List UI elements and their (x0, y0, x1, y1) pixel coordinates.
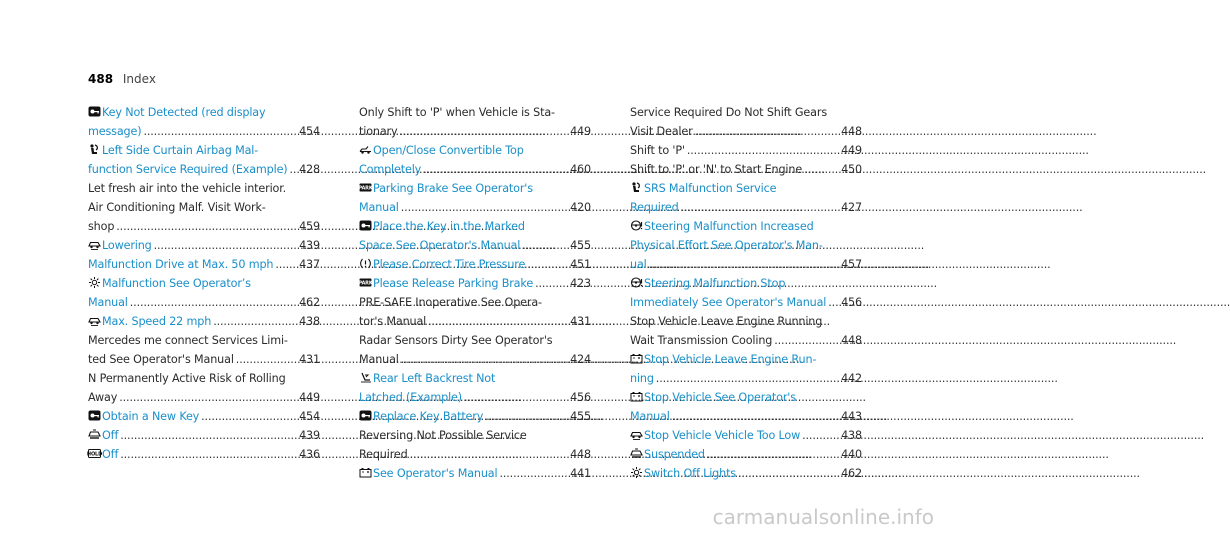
entry-label: Parking Brake See Operator's (373, 182, 533, 195)
index-entry (630, 350, 862, 369)
index-entry (88, 426, 320, 445)
watermark: carmanualsonline.info (712, 505, 934, 529)
index-entry-text (630, 217, 814, 236)
entry-label: N Permanently Active Risk of Rolling (88, 372, 286, 385)
index-entry (88, 331, 320, 350)
index-entry-text (359, 103, 555, 122)
page-reference: 454 (299, 410, 320, 423)
page-reference: 449 (299, 391, 320, 404)
index-entry-text (359, 369, 495, 388)
index-entry (359, 388, 591, 407)
index-entry-text (630, 350, 816, 369)
hold-car-icon (630, 448, 643, 459)
section-title: Index (122, 72, 156, 86)
index-entry-text (359, 407, 483, 426)
entry-label: Required (630, 201, 679, 214)
index-entry (359, 255, 591, 274)
index-entry-text (630, 274, 785, 293)
index-entry-text (359, 141, 524, 160)
dot-leader (804, 160, 839, 179)
index-entry-text (359, 255, 525, 274)
light-icon (88, 277, 101, 288)
index-entry-text (630, 369, 654, 388)
page-reference: 460 (570, 163, 591, 176)
index-entry-text (359, 198, 399, 217)
entry-label: message) (88, 125, 142, 138)
page-reference: 442 (841, 372, 862, 385)
dot-leader (649, 255, 839, 274)
steering-icon (630, 277, 643, 288)
index-entry-text (359, 331, 552, 350)
key-icon (88, 106, 101, 117)
dot-leader (672, 407, 839, 426)
dot-leader (116, 217, 297, 236)
entry-label: Open/Close Convertible Top (373, 144, 524, 157)
index-entry (359, 122, 591, 141)
index-entry-text (88, 350, 234, 369)
index-entry-text (88, 331, 288, 350)
entry-label: Stop Vehicle Leave Engine Running (630, 315, 823, 328)
steering-icon (630, 220, 643, 231)
index-entry-text (88, 179, 286, 198)
dot-leader (499, 464, 568, 483)
battery-icon (630, 391, 643, 402)
index-column-2 (359, 103, 591, 483)
page-reference: 424 (570, 353, 591, 366)
car-lift-icon (88, 315, 101, 326)
index-entry-text (88, 198, 266, 217)
index-entry (88, 255, 320, 274)
dot-leader (695, 122, 840, 141)
entry-label: SRS Malfunction Service (644, 182, 777, 195)
index-entry-text (630, 331, 772, 350)
index-entry-text (359, 350, 399, 369)
index-entry (359, 198, 591, 217)
index-entry-text (359, 274, 533, 293)
dot-leader (143, 122, 297, 141)
key-icon (359, 410, 372, 421)
index-entry (630, 331, 862, 350)
entry-label: Immediately See Operator's Manual (630, 296, 827, 309)
index-entry (88, 103, 320, 122)
entry-label: Shift to 'P' or 'N' to Start Engine (630, 163, 803, 176)
backrest-icon (359, 372, 372, 383)
entry-label: Manual (88, 296, 128, 309)
entry-label: Completely (359, 163, 422, 176)
page-reference: 438 (299, 315, 320, 328)
page-reference: 448 (570, 448, 591, 461)
entry-label: Obtain a New Key (102, 410, 200, 423)
index-entry-text (630, 236, 823, 255)
dot-leader (681, 198, 840, 217)
dot-leader (802, 426, 839, 445)
car-lift-icon (88, 239, 101, 250)
dot-leader (213, 312, 297, 331)
entry-label: Left Side Curtain Airbag Mal- (102, 144, 259, 157)
index-entry-text (359, 388, 462, 407)
index-entry-text (630, 122, 693, 141)
index-entry (359, 350, 591, 369)
key-icon (359, 220, 372, 231)
index-entry (88, 312, 320, 331)
index-entry-text (359, 179, 533, 198)
index-entry (88, 141, 320, 160)
index-entry (630, 179, 862, 198)
dot-leader (423, 160, 568, 179)
hold-car-icon (88, 429, 101, 440)
index-entry (630, 312, 862, 331)
entry-label: tionary (359, 125, 398, 138)
entry-label: ual (630, 258, 647, 271)
dot-leader (236, 350, 297, 369)
entry-label: Mercedes me connect Services Limi- (88, 334, 288, 347)
index-column-3 (630, 103, 862, 483)
index-entry (88, 122, 320, 141)
index-entry (88, 350, 320, 369)
page-reference: 428 (299, 163, 320, 176)
dot-leader (828, 293, 839, 312)
entry-label: tor's Manual (359, 315, 427, 328)
key-icon (88, 410, 101, 421)
index-entry (630, 369, 862, 388)
index-entry-text (630, 103, 827, 122)
dot-leader (410, 445, 569, 464)
entry-label: PRE-SAFE Inoperative See Opera- (359, 296, 542, 309)
index-entry-text (88, 312, 211, 331)
index-entry-text (630, 426, 800, 445)
index-entry-text (88, 293, 128, 312)
dot-leader (201, 407, 297, 426)
airbag-icon (630, 182, 643, 193)
park-icon (359, 182, 372, 193)
index-entry (88, 217, 320, 236)
page-reference: 420 (570, 201, 591, 214)
entry-label: Max. Speed 22 mph (102, 315, 212, 328)
index-entry (88, 407, 320, 426)
index-entry (359, 331, 591, 350)
index-entry (359, 369, 591, 388)
index-entry-text (88, 122, 141, 141)
index-entry (630, 426, 862, 445)
index-entry-text (630, 293, 826, 312)
index-entry (630, 388, 862, 407)
index-entry (88, 160, 320, 179)
index-entry-text (359, 312, 426, 331)
page-reference: 438 (841, 429, 862, 442)
page-header (88, 72, 156, 86)
dot-leader (154, 236, 297, 255)
index-entry (630, 255, 862, 274)
index-entry (359, 274, 591, 293)
index-entry (88, 179, 320, 198)
index-entry-text (88, 141, 258, 160)
page-reference: 462 (841, 467, 862, 480)
index-entry (630, 160, 862, 179)
page-reference: 448 (841, 125, 862, 138)
dot-leader (522, 236, 568, 255)
entry-label: shop (88, 220, 115, 233)
svg-text:PARK: PARK (358, 185, 373, 192)
entry-label: Off (102, 448, 119, 461)
dot-leader (656, 369, 839, 388)
index-entry-text (88, 236, 152, 255)
svg-text:PARK: PARK (358, 280, 373, 287)
page-reference: 449 (570, 125, 591, 138)
index-entry (359, 236, 591, 255)
index-entry-text (88, 217, 114, 236)
index-entry (359, 160, 591, 179)
page-reference: 455 (570, 410, 591, 423)
dot-leader (485, 407, 568, 426)
dot-leader (707, 445, 839, 464)
index-entry (88, 293, 320, 312)
page-reference: 451 (570, 258, 591, 271)
entry-label: Manual (359, 201, 399, 214)
dot-leader (120, 445, 297, 464)
dot-leader (527, 255, 568, 274)
index-entry (630, 236, 862, 255)
index-entry-text (88, 103, 265, 122)
dot-leader (687, 141, 839, 160)
entry-label: Malfunction See Operator’s (102, 277, 251, 290)
index-entry-text (630, 464, 736, 483)
entry-label: Latched (Example) (359, 391, 462, 404)
tire-icon (359, 258, 372, 269)
index-entry-text (88, 255, 273, 274)
entry-label: Visit Dealer (630, 125, 693, 138)
entry-label: Stop Vehicle Vehicle Too Low (644, 429, 801, 442)
dot-leader (119, 388, 297, 407)
index-entry-text (630, 388, 796, 407)
index-entry (359, 464, 591, 483)
entry-label: Off (102, 429, 119, 442)
index-entry (630, 407, 862, 426)
entry-label: Away (88, 391, 118, 404)
index-entry (630, 217, 862, 236)
convertible-icon (359, 144, 372, 155)
dot-leader (130, 293, 297, 312)
dot-leader (774, 331, 839, 350)
park-icon (359, 277, 372, 288)
index-entry-text (359, 217, 525, 236)
page-reference: 440 (841, 448, 862, 461)
index-entry (88, 369, 320, 388)
index-entry-text (88, 445, 118, 464)
page-reference: 449 (841, 144, 862, 157)
index-entry (630, 141, 862, 160)
index-entry-text (630, 407, 670, 426)
page-reference: 450 (841, 163, 862, 176)
page-reference: 431 (570, 315, 591, 328)
entry-label: Wait Transmission Cooling (630, 334, 773, 347)
index-entry (359, 141, 591, 160)
dot-leader (290, 160, 298, 179)
index-entry (88, 198, 320, 217)
entry-label: Radar Sensors Dirty See Operator's (359, 334, 553, 347)
index-entry-text (88, 426, 118, 445)
light-icon (630, 467, 643, 478)
entry-label: Lowering (102, 239, 152, 252)
page-number: 488 (88, 72, 114, 86)
entry-label: Manual (630, 410, 670, 423)
index-entry (359, 407, 591, 426)
entry-label: Please Correct Tire Pressure (373, 258, 526, 271)
page-reference: 459 (299, 220, 320, 233)
page-reference: 436 (299, 448, 320, 461)
entry-label: See Operator's Manual (373, 467, 498, 480)
battery-icon (359, 467, 372, 478)
dot-leader (401, 198, 568, 217)
index-entry (359, 445, 591, 464)
entry-label: Rear Left Backrest Not (373, 372, 496, 385)
page-reference: 455 (570, 239, 591, 252)
dot-leader (399, 122, 568, 141)
entry-label: Switch Off Lights (644, 467, 736, 480)
index-column-1 (88, 103, 320, 464)
dot-leader (275, 255, 297, 274)
entry-label: Reversing Not Possible Service (359, 429, 527, 442)
index-entry (359, 312, 591, 331)
page-reference: 457 (841, 258, 862, 271)
entry-label: Key Not Detected (red display (102, 106, 266, 119)
index-entry-text (88, 160, 288, 179)
index-entry-text (359, 426, 527, 445)
page-reference: 456 (841, 296, 862, 309)
entry-label: Steering Malfunction Stop (644, 277, 786, 290)
index-entry-text (630, 198, 679, 217)
entry-label: function Service Required (Example) (88, 163, 288, 176)
index-entry (630, 293, 862, 312)
index-entry (359, 103, 591, 122)
index-entry (359, 179, 591, 198)
entry-label: ted See Operator's Manual (88, 353, 234, 366)
page-reference: 462 (299, 296, 320, 309)
index-entry (88, 236, 320, 255)
entry-label: Let fresh air into the vehicle interior. (88, 182, 287, 195)
index-entry-text (359, 122, 397, 141)
dot-leader (401, 350, 568, 369)
entry-label: Steering Malfunction Increased (644, 220, 814, 233)
entry-label: Place the Key in the Marked (373, 220, 525, 233)
dot-leader (535, 274, 568, 293)
entry-label: Please Release Parking Brake (373, 277, 534, 290)
index-entry-text (630, 179, 776, 198)
battery-icon (630, 353, 643, 364)
entry-label: Replace Key Battery (373, 410, 484, 423)
index-entry-text (359, 445, 408, 464)
entry-label: Suspended (644, 448, 705, 461)
page-reference: 456 (570, 391, 591, 404)
entry-label: Manual (359, 353, 399, 366)
index-entry-text (359, 160, 421, 179)
index-entry (88, 445, 320, 464)
page-reference: 437 (299, 258, 320, 271)
index-entry-text (88, 274, 251, 293)
entry-label: Stop Vehicle See Operator's (644, 391, 796, 404)
index-entry (630, 103, 862, 122)
page-reference: 439 (299, 239, 320, 252)
index-entry-text (359, 464, 497, 483)
index-entry-text (630, 255, 647, 274)
index-entry-text (359, 293, 542, 312)
index-entry-text (88, 369, 286, 388)
index-entry (630, 122, 862, 141)
entry-label: ning (630, 372, 654, 385)
page-reference: 443 (841, 410, 862, 423)
index-entry-text (630, 160, 802, 179)
dot-leader (428, 312, 568, 331)
page-reference: 431 (299, 353, 320, 366)
entry-label: Only Shift to 'P' when Vehicle is Sta- (359, 106, 555, 119)
dot-leader (120, 426, 297, 445)
page-reference: 439 (299, 429, 320, 442)
index-entry (630, 274, 862, 293)
index-entry-text (88, 407, 199, 426)
index-entry (359, 217, 591, 236)
index-entry-text (630, 445, 705, 464)
index-entry (88, 388, 320, 407)
dot-leader (464, 388, 568, 407)
svg-text:HOLD: HOLD (86, 451, 103, 458)
index-entry (630, 445, 862, 464)
entry-label: Malfunction Drive at Max. 50 mph (88, 258, 274, 271)
airbag-icon (88, 144, 101, 155)
page-reference: 454 (299, 125, 320, 138)
index-entry-text (630, 312, 822, 331)
entry-label: Stop Vehicle Leave Engine Run- (644, 353, 817, 366)
page-reference: 423 (570, 277, 591, 290)
index-entry (88, 274, 320, 293)
index-entry (630, 198, 862, 217)
entry-label: Air Conditioning Malf. Visit Work- (88, 201, 266, 214)
car-lift-icon (630, 429, 643, 440)
index-entry (359, 293, 591, 312)
entry-label: Physical Effort See Operator's Man- (630, 239, 823, 252)
entry-label: Required (359, 448, 408, 461)
dot-leader (738, 464, 839, 483)
index-entry-text (88, 388, 117, 407)
index-entry (359, 426, 591, 445)
index-entry-text (359, 236, 520, 255)
hold-icon (88, 448, 101, 459)
page-reference: 427 (841, 201, 862, 214)
entry-label: Shift to 'P' (630, 144, 685, 157)
index-entry (630, 464, 862, 483)
entry-label: Service Required Do Not Shift Gears (630, 106, 827, 119)
page-reference: 441 (570, 467, 591, 480)
index-entry-text (630, 141, 685, 160)
page-reference: 448 (841, 334, 862, 347)
entry-label: Space See Operator's Manual (359, 239, 521, 252)
